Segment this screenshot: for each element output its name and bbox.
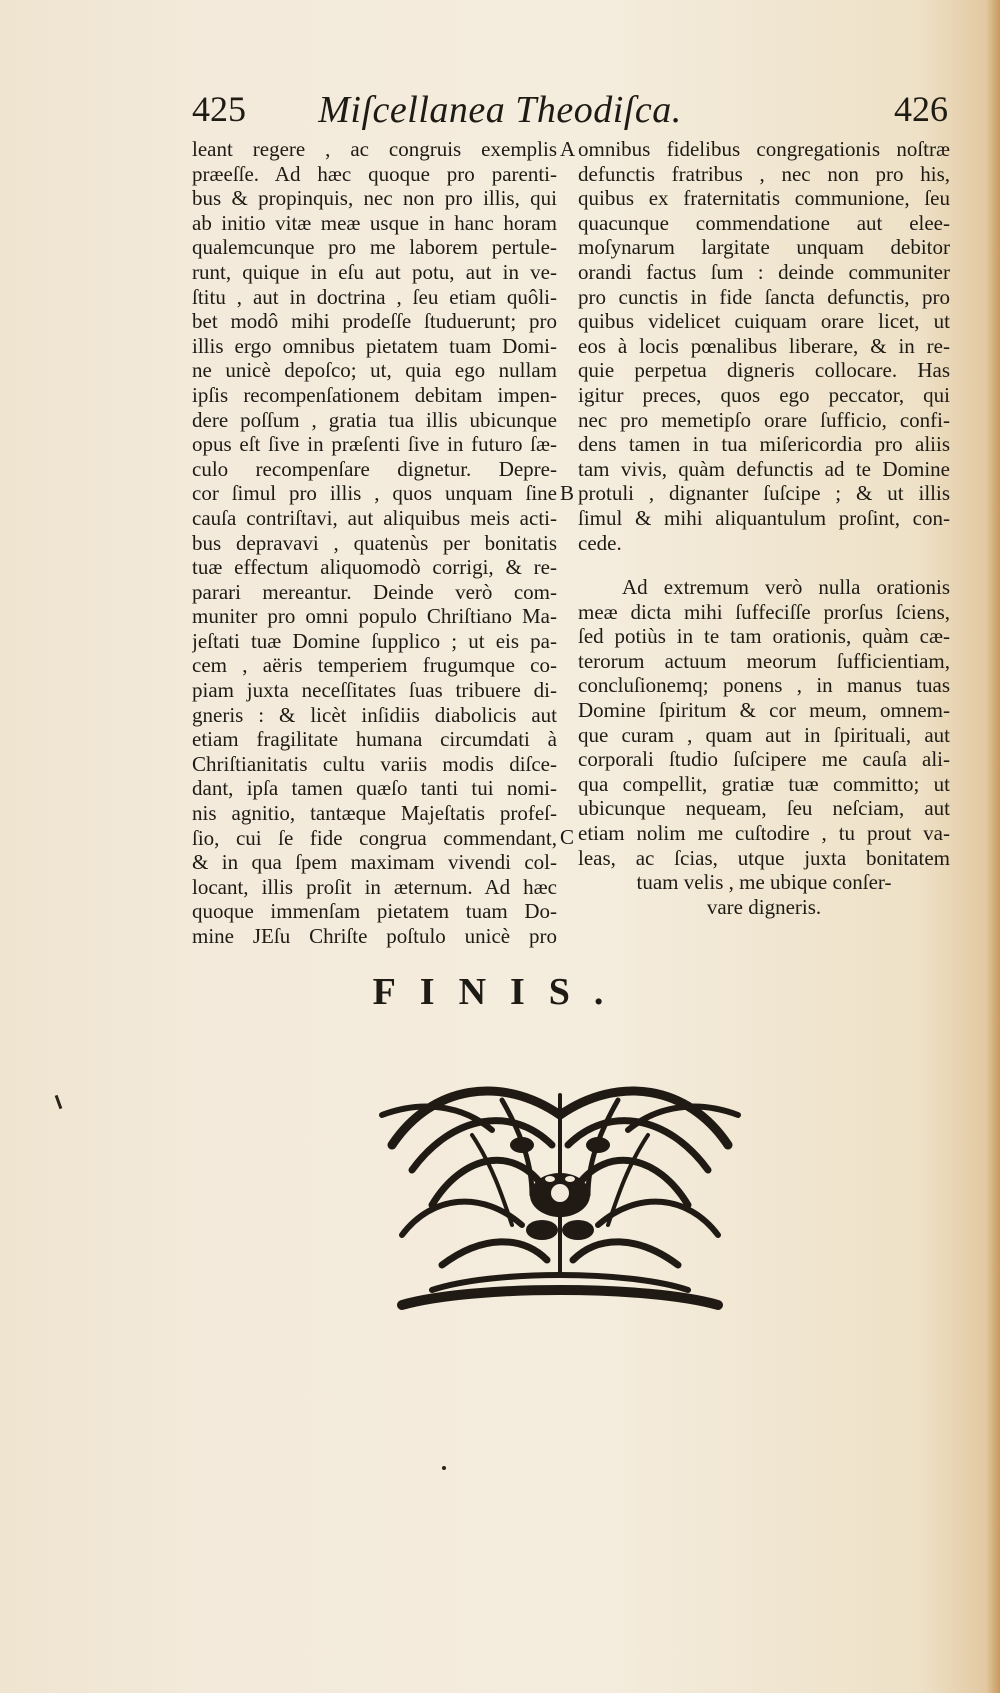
text-line: omnibus fidelibus congregationis noſtræ bbox=[578, 137, 950, 161]
text-line: opus eſt ſive in præſenti ſive in futuro ſæ- bbox=[192, 432, 557, 457]
text-line: qualemcunque pro me laborem pertule- bbox=[192, 235, 557, 260]
text-line: parari mereantur. Deinde verò com- bbox=[192, 579, 557, 604]
finis-heading: FINIS. bbox=[372, 971, 628, 1013]
text-line: defunctis fratribus , nec non pro his, bbox=[578, 161, 950, 186]
text-line: quoque immenſam pietatem tuam Do- bbox=[192, 899, 557, 924]
text-line: cauſa contriſtavi, aut aliquibus meis acti- bbox=[192, 505, 557, 530]
text-line: que curam , quam aut in ſpirituali, aut bbox=[578, 722, 950, 747]
text-line: leas, ac ſcias, utque juxta bonitatem bbox=[578, 845, 950, 870]
margin-letter-a: A bbox=[560, 137, 576, 161]
text-line: protuli , dignanter ſuſcipe ; & ut illis bbox=[578, 481, 950, 506]
text-line: Chriſtianitatis cultu variis modis diſce- bbox=[192, 751, 557, 776]
text-line: qua compellit, gratiæ tuæ committo; ut bbox=[578, 771, 950, 796]
left-text-column bbox=[192, 137, 557, 949]
text-line: cede. bbox=[578, 530, 622, 555]
text-line: & in qua ſpem maximam vivendi col- bbox=[192, 850, 557, 875]
stray-ink-mark bbox=[55, 1095, 63, 1109]
text-line: ſed potiùs in te tam orationis, quàm cæ- bbox=[578, 624, 950, 649]
text-line: tam vivis, quàm defunctis ad te Domine bbox=[578, 456, 950, 481]
text-line: eos à locis pœnalibus liberare, & in re- bbox=[578, 333, 950, 358]
text-line: quibus videlicet cuiquam orare licet, ut bbox=[578, 309, 950, 334]
stray-ink-dot bbox=[442, 1466, 446, 1470]
text-line: Ad extremum verò nulla orationis bbox=[622, 575, 950, 600]
text-line: Domine ſpiritum & cor meum, omnem- bbox=[578, 698, 950, 723]
text-line: corporali ſtudio ſuſcipere me cauſa ali- bbox=[578, 747, 950, 772]
text-line: culo recompenſare dignetur. Depre- bbox=[192, 456, 557, 481]
text-line: moſynarum largitate unquam debitor bbox=[578, 235, 950, 260]
text-line: jeſtati tuæ Domine ſupplico ; ut eis pa- bbox=[192, 628, 557, 653]
text-line: concluſionemq; ponens , in manus tuas bbox=[578, 673, 950, 698]
woodcut-ornament-icon bbox=[372, 1075, 748, 1325]
margin-letter-c: C bbox=[560, 825, 575, 849]
text-line: terorum actuum meorum ſufficientiam, bbox=[578, 648, 950, 673]
text-line: meæ dicta mihi ſuffeciſſe prorſus ſciens, bbox=[578, 599, 950, 624]
text-line: mine JEſu Chriſte poſtulo unicè pro bbox=[192, 924, 557, 948]
text-line: quie perpetua digneris collocare. Has bbox=[578, 358, 950, 383]
text-line: ſimul & mihi aliquantulum proſint, con- bbox=[578, 505, 950, 530]
left-page-number: 425 bbox=[192, 89, 246, 129]
text-line: cem , aëris temperiem frugumque co- bbox=[192, 653, 557, 678]
text-line: dens tamen in tua miſericordia pro aliis bbox=[578, 432, 950, 457]
text-line: ab initio vitæ meæ usque in hanc horam bbox=[192, 210, 557, 235]
running-title: Miſcellanea Theodiſca. bbox=[318, 89, 682, 131]
right-column-paragraph-2 bbox=[578, 575, 950, 919]
text-line: dant, ipſa tamen quæſo tanti tui nomi- bbox=[192, 776, 557, 801]
text-line: ſtitu , aut in doctrina , ſeu etiam quôli- bbox=[192, 284, 557, 309]
text-line: vare digneris. bbox=[706, 894, 822, 919]
text-line: dere poſſum , gratia tua illis ubicunque bbox=[192, 407, 557, 432]
text-line: igitur preces, quos ego peccator, qui bbox=[578, 382, 950, 407]
text-line: ubicunque nequeam, ſeu neſciam, aut bbox=[578, 796, 950, 821]
right-page-number: 426 bbox=[894, 89, 948, 129]
text-line: locant, illis proſit in æternum. Ad hæc bbox=[192, 874, 557, 899]
margin-letter-b: B bbox=[560, 481, 575, 505]
text-line: runt, quique in eſu aut potu, aut in ve- bbox=[192, 259, 557, 284]
right-text-column bbox=[578, 137, 950, 919]
text-line: quacunque commendatione aut elee- bbox=[578, 210, 950, 235]
text-line: cor ſimul pro illis , quos unquam ſine bbox=[192, 481, 557, 506]
text-line: tuam velis , me ubique conſer- bbox=[636, 870, 892, 895]
text-line: bus & propinquis, nec non pro illis, qui bbox=[192, 186, 557, 211]
right-column-paragraph-1 bbox=[578, 137, 950, 555]
text-line: illis ergo omnibus pietatem tuam Domi- bbox=[192, 333, 557, 358]
text-line: etiam nolim me cuſtodire , tu prout va- bbox=[578, 821, 950, 846]
text-line: ipſis recompenſationem debitam impen- bbox=[192, 382, 557, 407]
text-line: gneris : & licèt inſidiis diabolicis aut bbox=[192, 702, 557, 727]
text-line: orandi factus ſum : deinde communiter bbox=[578, 259, 950, 284]
text-line: præeſſe. Ad hæc quoque pro parenti- bbox=[192, 161, 557, 186]
text-line: tuæ effectum aliquomodò corrigi, & re- bbox=[192, 555, 557, 580]
text-line: bus depravavi , quatenùs per bonitatis bbox=[192, 530, 557, 555]
text-line: etiam fragilitate humana circumdati à bbox=[192, 727, 557, 752]
page-edge-shadow bbox=[986, 0, 1000, 1693]
text-line: nis agnitio, tantæque Majeſtatis profeſ- bbox=[192, 801, 557, 826]
text-line: muniter pro omni populo Chriſtiano Ma- bbox=[192, 604, 557, 629]
text-line: leant regere , ac congruis exemplis bbox=[192, 137, 557, 161]
text-line: ne unicè depoſco; ut, quia ego nullam bbox=[192, 358, 557, 383]
text-line: bet modô mihi prodeſſe ſtuduerunt; pro bbox=[192, 309, 557, 334]
text-line: quibus ex fraternitatis communione, ſeu bbox=[578, 186, 950, 211]
paragraph-gap bbox=[578, 555, 950, 575]
text-line: piam juxta neceſſitates ſuas tribuere di- bbox=[192, 678, 557, 703]
text-line: pro cunctis in fide ſancta defunctis, pro bbox=[578, 284, 950, 309]
text-line: nec pro memetipſo orare ſufficio, confi- bbox=[578, 407, 950, 432]
text-line: ſio, cui ſe fide congrua commendant, bbox=[192, 825, 557, 850]
page-header bbox=[0, 88, 1000, 144]
